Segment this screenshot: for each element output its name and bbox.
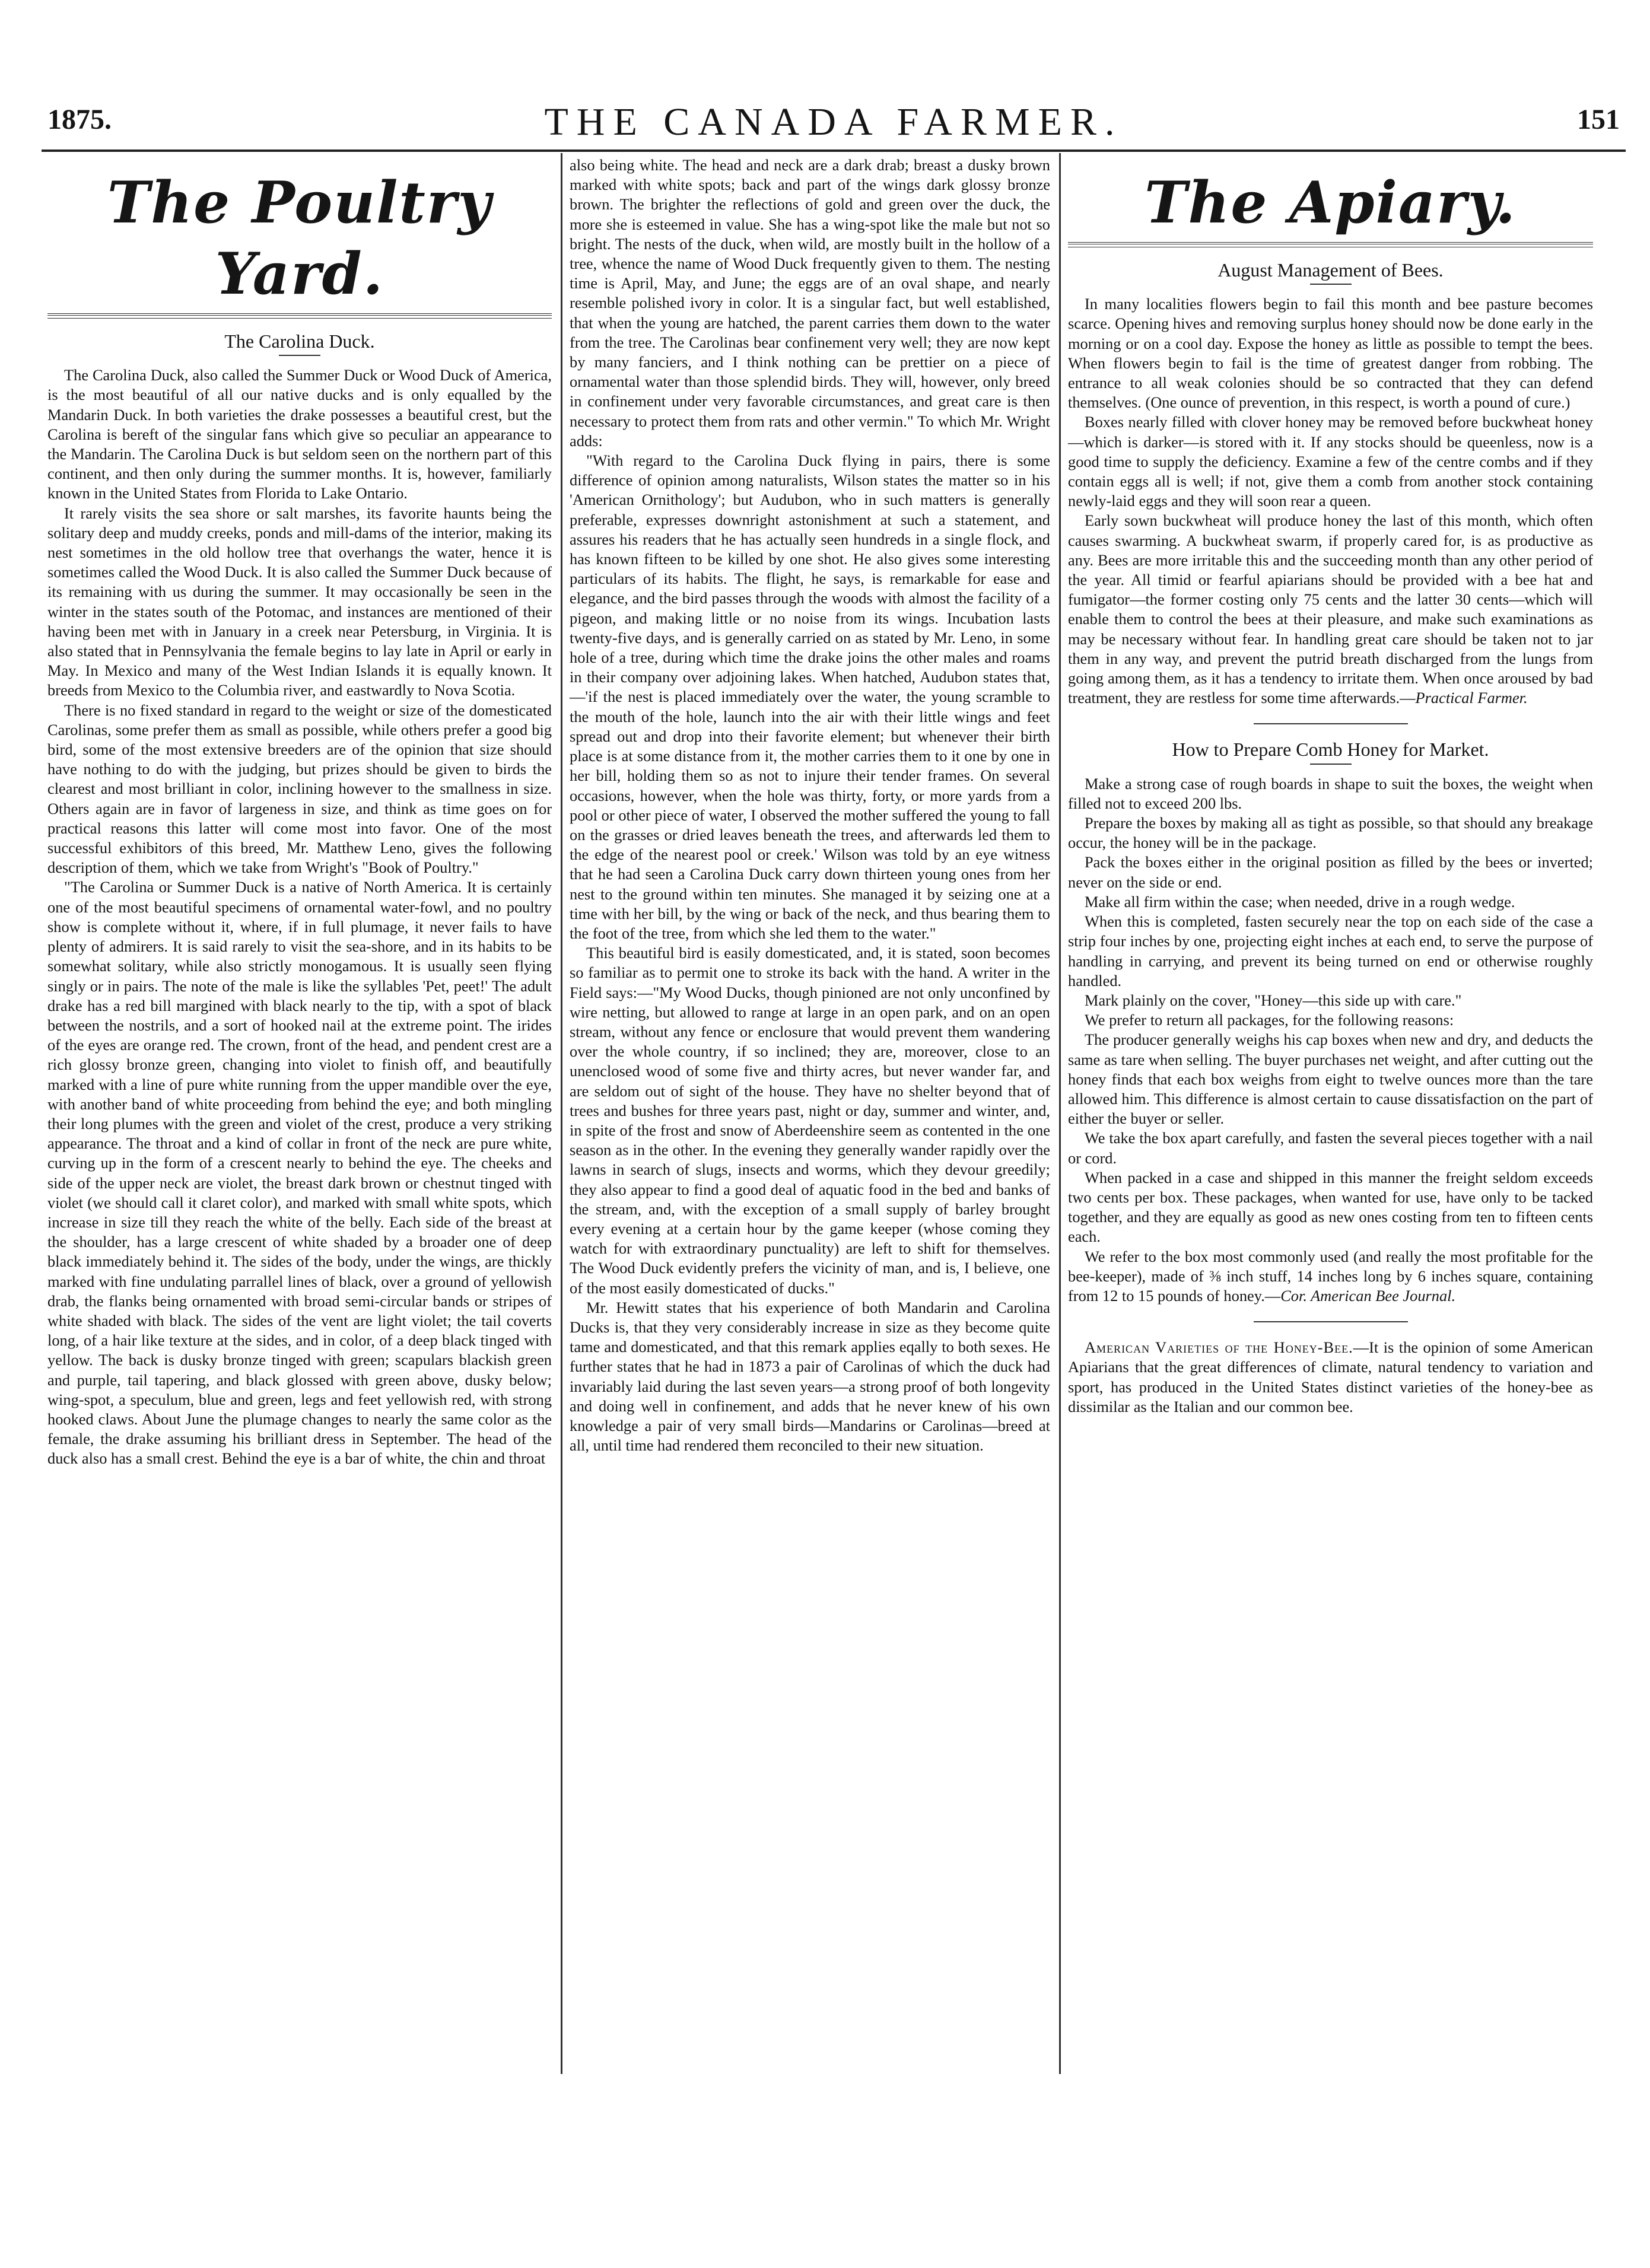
paragraph: We take the box apart carefully, and fasten the several pieces together with a nail or cord. <box>1068 1129 1593 1167</box>
paragraph: When this is completed, fasten securely near the top on each side of the case a strip four inches by one, projecting eight inches at each end, to serve the purpose of handling in carrying, and prevent its being turned on end or otherwise roughly handled. <box>1068 912 1593 990</box>
paragraph: The producer generally weighs his cap boxes when new and dry, and deducts the same as tare when selling. The buyer purchases net weight, and after cutting out the honey finds that each box weighs from eight to twelve ounces more than the tare allowed him. This difference is almost certain to cause dissatisfaction on the part of either the buyer or seller. <box>1068 1030 1593 1128</box>
header-rule <box>42 149 1626 152</box>
column-divider-left <box>561 153 562 2074</box>
paragraph: "With regard to the Carolina Duck flying in pairs, there is some difference of opinion among naturalists, Wilson states the matter so in his 'American Ornithology'; but Audubon, who in such matters is generally preferable, expresses downright astonishment at such a statement, and assures his readers that he has actually seen hundreds in a single flock, and has known fifteen to be killed by one shot. He also gives some interesting particulars of its habits. The flight, he says, is remarkable for ease and elegance, and the bird passes through the woods with almost the facility of a pigeon, and making little or no noise from its wings. Incubation lasts twenty-five days, and is generally carried on as stated by Mr. Leno, in some hole of a tree, during which time the drake joins the other males and roams in their company over adjoining lakes. When hatched, Audubon states that,—'if the nest is placed immediately over the water, the young scramble to the mouth of the hole, launch into the air with their little wings and feet spread out and drop into their favorite element; but whenever their birth place is at some distance from it, the mother carries them to it one by one in her bill, holding them so as not to injure their tender frames. On several occasions, however, when the hole was thirty, forty, or more yards from a pool or other piece of water, I observed the mother suffered the young to fall on the grasses or dried leaves beneath the trees, and afterwards led them to the edge of the nearest pool or creek.' Wilson was told by an eye witness that he had seen a Carolina Duck carry down thirteen young ones from her nest to the ground within ten minutes. She managed it by seizing one at a time with her bill, by the wing or back of the neck, and thus bearing them to the foot of the tree, from which she led them to the water." <box>570 451 1050 942</box>
article-credit: Practical Farmer. <box>1415 689 1528 707</box>
article-title-comb-honey: How to Prepare Comb Honey for Market. <box>1172 739 1489 761</box>
paragraph: Prepare the boxes by making all as tight as possible, so that should any breakage occur, the honey will be in the package. <box>1068 814 1593 852</box>
article-separator <box>1254 1321 1408 1322</box>
column-divider-right <box>1059 153 1061 2074</box>
page-number: 151 <box>1577 104 1620 135</box>
department-heading-apiary: The Apiary. <box>1144 169 1517 236</box>
article-title-carolina-duck: The Carolina Duck. <box>224 330 375 352</box>
department-heading-poultry: The Poultry Yard. <box>107 169 492 307</box>
article-title-august-management: August Management of Bees. <box>1217 259 1444 281</box>
paragraph: "The Carolina or Summer Duck is a native of North America. It is certainly one of the most beautiful specimens of ornamental water-fowl, and no poultry show is complete without it, where, if in full plumage, it never fails to have plenty of admirers. It is said rarely to visit the sea-shore, and in its habits to be somewhat solitary, while also strictly monogamous. It is usually seen flying singly or in pairs. The note of the male is like the syllables 'Pet, peet!' The adult drake has a red bill margined with black nearly to the tip, with a spot of black between the nostrils, and a sort of hooked nail at the extreme point. The irides of the eyes are orange red. The crown, front of the head, and pendent crest are a rich glossy bronze green, changing into violet to finish off, and beautifully marked with a line of pure white running from the upper mandible over the eye, with another band of white proceeding from behind the eye; and both mingling their long plumes with the green and violet of the crest, produce a very striking appearance. The throat and a kind of collar in front of the neck are pure white, curving up in the form of a crescent nearly to behind the eye. The cheeks and side of the upper neck are violet, the breast dark brown or chestnut tinged with violet (we should call it claret color), and marked with small white spots, which increase in size till they reach the white of the belly. Each side of the breast at the shoulder, has a large crescent of white shaded by a broader one of deep black immediately behind it. The sides of the body, under the wings, are thickly marked with fine undulating parrallel lines of black, over a ground of yellowish drab, the flanks being ornamented with broad semi-circular bands or stripes of white shaded with black. The sides of the vent are light violet; the tail coverts long, of a hair like texture at the sides, and in color, of a deep black tinged with yellow. The back is dusky bronze tinged with green; scapulars blackish green and purple, tail tapering, and black glossed with green above, dusky below; wing-spot, a speculum, blue and green, legs and feet yellowish red, with strong hooked claws. About June the plumage changes to nearly the same color as the female, the drake assuming his brilliant dress in September. The head of the duck also has a small crest. Behind the eye is a bar of white, the chin and throat <box>47 878 552 1468</box>
department-rule <box>47 313 552 319</box>
paragraph: Mr. Hewitt states that his experience of both Mandarin and Carolina Ducks is, that they very considerably increase in size as they become quite tame and domesticated, and that this remark applies eqally to both sexes. He further states that he had in 1873 a pair of Carolinas of which the duck had invariably laid during the last seven years—a strong proof of both longevity and doing well in confinement, and adds that he never knew of his own knowledge a pair of very small birds—Mandarins or Carolinas—breed at all, until time had rendered them reconciled to their new situation. <box>570 1298 1050 1455</box>
article-credit: Cor. American Bee Journal. <box>1280 1286 1456 1305</box>
paragraph: When packed in a case and shipped in this manner the freight seldom exceeds two cents per box. These packages, when wanted for use, have only to be tacked together, and they are equally as good as new ones costing from ten to fifteen cents each. <box>1068 1168 1593 1246</box>
paragraph: Make a strong case of rough boards in shape to suit the boxes, the weight when filled not to exceed 200 lbs. <box>1068 774 1593 812</box>
article-separator <box>1254 723 1408 724</box>
middle-column <box>570 155 1050 1455</box>
paragraph: Boxes nearly filled with clover honey may be removed before buckwheat honey—which is darker—is stored with it. If any stocks should be queenless, now is a good time to supply the deficiency. Examine a few of the centre combs and if they contain eggs all is well; if not, give them a comb from another stock containing newly-laid eggs and they will soon rear a queen. <box>1068 413 1593 510</box>
issue-year: 1875. <box>47 104 112 135</box>
title-dash <box>279 355 320 356</box>
paragraph: The Carolina Duck, also called the Summer Duck or Wood Duck of America, is the most beautiful of all our native ducks and is only equalled by the Mandarin Duck. In both varieties the drake possesses a beautiful crest, but the Carolina is bereft of the singular fans which give so peculiar an appearance to the Mandarin. The Carolina Duck is but seldom seen on the northern part of this continent, and then only during the summer months. It is, however, familiarly known in the United States from Florida to Lake Ontario. <box>47 366 552 502</box>
paragraph: There is no fixed standard in regard to the weight or size of the domesticated Carolinas, some prefer them as small as possible, while others prefer a good big bird, some of the most extensive breeders are of the opinion that size should have nothing to do with the judging, but prizes should be given to birds the clearest and most brilliant in color, inclining however to the smallness in size. Others again are in favor of largeness in size, and think as time goes on for practical reasons this latter will come most into favor. One of the most successful exhibitors of this breed, Mr. Matthew Leno, gives the following description of them, which we take from Wright's "Book of Poultry." <box>47 701 552 877</box>
masthead-title: THE CANADA FARMER. <box>544 100 1123 144</box>
paragraph: Early sown buckwheat will produce honey the last of this month, which often causes swarming. A buckwheat swarm, if properly cared for, is as productive as any. Bees are more irritable this and the succeeding month than any other period of the year. All timid or fearful apiarians should be provided with a bee hat and fumigator—the former costing only 75 cents and the latter 30 cents—which will enable them to control the bees at their pleasure, and make such examinations as may be necessary without fear. In handling great care should be taken not to jar them in any way, and prevent the putrid breath discharged from the lungs from going among them, as it has a tendency to irritate them. When once aroused by bad treatment, they are restless for some time afterwards.—Practical Farmer. <box>1068 511 1593 707</box>
run-in-heading: American Varieties of the Honey-Bee. <box>1085 1338 1353 1357</box>
title-dash <box>1310 764 1352 765</box>
paragraph: American Varieties of the Honey-Bee.—It is the opinion of some American Apiarians that the great differences of climate, natural tendency to variation and sport, has produced in the United States distinct varieties of the honey-bee as dissimilar as the Italian and our common bee. <box>1068 1338 1593 1415</box>
paragraph: This beautiful bird is easily domesticated, and, it is stated, soon becomes so familiar as to permit one to stroke its back with the hand. A writer in the Field says:—"My Wood Ducks, though pinioned are not only unconfined by wire netting, but allowed to range at large in an open park, and on an open stream, without any fence or enclosure that would prevent them wandering over the whole country, if so inclined; they are, moreover, close to an unenclosed wood of some five and thirty acres, but never wander far, and are seldom out of sight of the house. They have no shelter beyond that of trees and bushes for three years past, night or day, summer and winter, and, in spite of the frost and snow of Aberdeenshire seem as contented in the one season as in the other. In the evening they generally wander rapidly over the lawns in search of slugs, insects and worms, which they devour greedily; they also appear to find a good deal of aquatic food in the bed and banks of the stream, and, with the exception of a small supply of barley brought every evening at a certain hour by the game keeper (whose coming they watch for with extraordinary punctuality) are left to shift for themselves. The Wood Duck evidently prefers the vicinity of man, and is, I believe, one of the most easily domesticated of ducks." <box>570 944 1050 1297</box>
paragraph: We refer to the box most commonly used (and really the most profitable for the bee-keeper), made of ⅜ inch stuff, 14 inches long by 6 inches square, containing from 12 to 15 pounds of honey.—Cor. American Bee Journal. <box>1068 1247 1593 1305</box>
title-dash <box>1310 284 1352 285</box>
paragraph: In many localities flowers begin to fail this month and bee pasture becomes scarce. Opening hives and removing surplus honey should now be done early in the morning or on a cool day. Expose the honey as little as possible to tempt the bees. When flowers begin to fail is the time of greatest danger from robbing. The entrance to all weak colonies should be so contracted that they can defend themselves. (One ounce of prevention, in this respect, is worth a pound of cure.) <box>1068 295 1593 412</box>
right-column <box>1068 155 1593 1417</box>
paragraph: also being white. The head and neck are a dark drab; breast a dusky brown marked with white spots; back and part of the wings dark glossy bronze brown. The brighter the reflections of gold and green over the duck, the more she is esteemed in value. She has a wing-spot like the male but not so bright. The nests of the duck, when wild, are mostly built in the hollow of a tree, whence the name of Wood Duck frequently given to them. The nesting time is April, May, and June; the eggs are of an oval shape, and nearly resemble polished ivory in color. It is a singular fact, but well established, that when the young are hatched, the parent carries them down to the water from the tree. The Carolinas bear confinement very well; they are now kept by many fanciers, and I think nothing can be prettier on a piece of ornamental water than those splendid birds. They will, however, only breed in confinement under very favorable circumstances, and great care is then necessary to protect them from rats and other vermin." To which Mr. Wright adds: <box>570 156 1050 450</box>
department-rule <box>1068 242 1593 247</box>
paragraph: Make all firm within the case; when needed, drive in a rough wedge. <box>1085 892 1515 911</box>
paragraph: Mark plainly on the cover, "Honey—this side up with care." <box>1085 991 1462 1009</box>
left-column <box>47 155 552 1469</box>
paragraph: It rarely visits the sea shore or salt marshes, its favorite haunts being the solitary deep and muddy creeks, ponds and mill-dams of the interior, making its nest sometimes in the old hollow tree that overhangs the water, hence it is sometimes called the Wood Duck. It is also called the Summer Duck because of its remaining with us during the summer. It may occasionally be seen in the winter in the states south of the Potomac, and instances are mentioned of their having been met with in January in a creek near Petersburg, in Virginia. It is also stated that in Pennsylvania the female begins to lay late in April or early in May. In Mexico and many of the West Indian Islands it is equally known. It breeds from Mexico to the Columbia river, and eastwardly to Nova Scotia. <box>47 504 552 699</box>
paragraph: Pack the boxes either in the original position as filled by the bees or inverted; never on the side or end. <box>1068 853 1593 891</box>
paragraph: We prefer to return all packages, for the following reasons: <box>1085 1011 1454 1029</box>
page-header <box>42 100 1626 147</box>
